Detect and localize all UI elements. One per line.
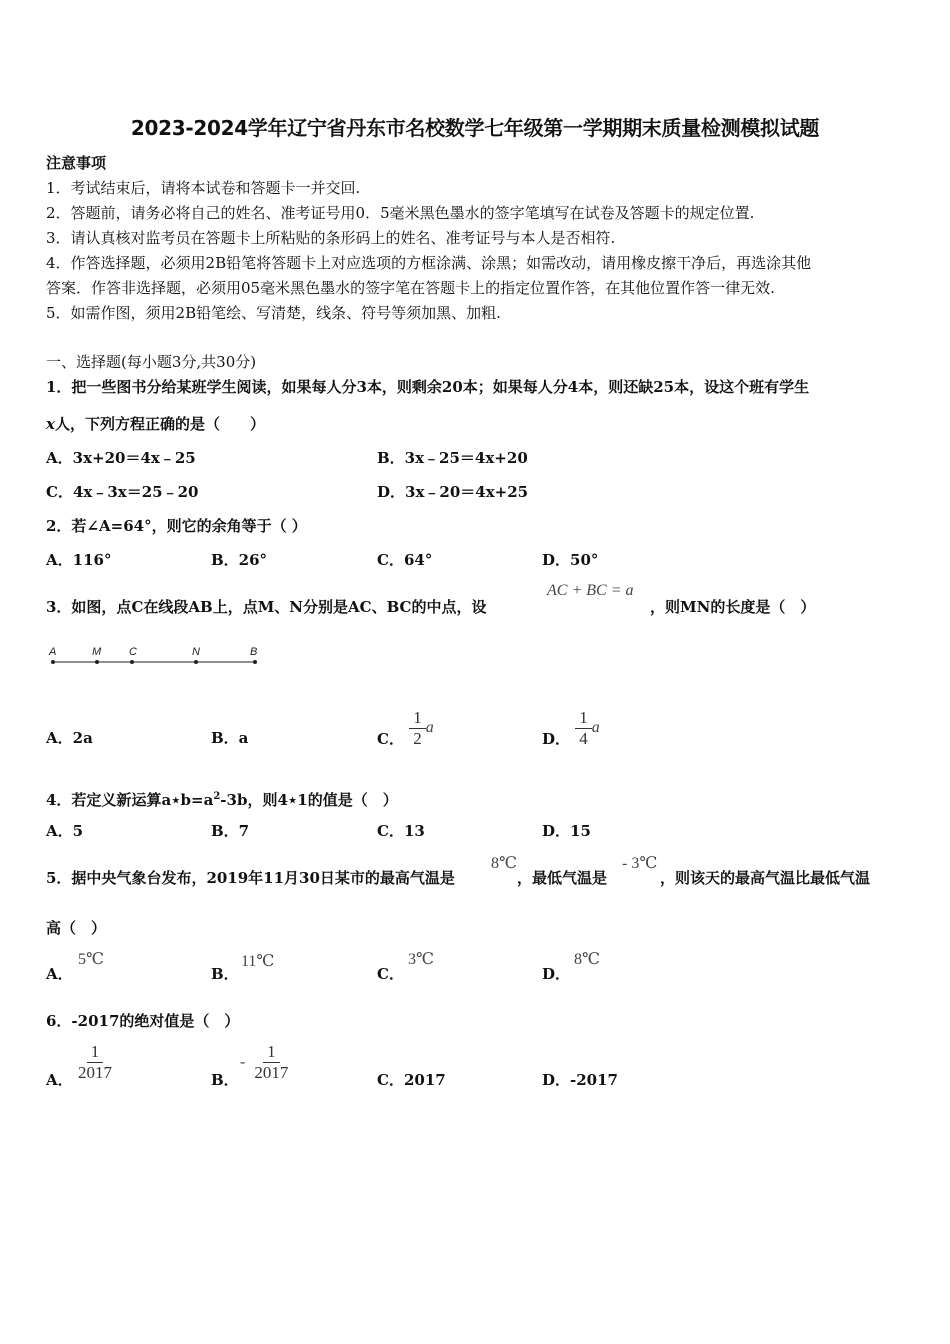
q5-stem-line2: 高（ ） [46,919,107,937]
notice-item: 答案．作答非选择题，必须用05毫米黑色墨水的签字笔在答题卡上的指定位置作答，在其他位置作答一律无效. [46,279,775,297]
notice-item: 3．请认真核对监考员在答题卡上所粘贴的条形码上的姓名、准考证号与本人是否相符. [46,229,616,247]
q2-option-d[interactable]: D．50° [542,551,599,569]
q4-option-c[interactable]: C．13 [377,822,425,840]
q4-option-d[interactable]: D．15 [542,822,591,840]
q3-option-d-label: D． [542,730,571,748]
q3-segment-figure [44,644,266,672]
q5-option-d[interactable] [542,964,570,984]
q5-low-temp: - 3℃ [622,855,658,872]
label-b: B [250,646,258,658]
q6-option-a[interactable] [74,1042,116,1083]
frac-num: 1 [409,708,426,729]
q5-stem-a: 5．据中央气象台发布，2019年11月30日某市的最高气温是 [46,869,455,887]
label-n: N [192,646,200,658]
page-title: 2023-2024学年辽宁省丹东市名校数学七年级第一学期期末质量检测模拟试题 [130,116,820,140]
q5-option-a[interactable] [46,964,73,984]
label-a: A [49,646,57,658]
label-m: M [92,646,102,658]
q4-option-a[interactable]: A．5 [46,822,84,840]
frac-var: a [591,719,600,736]
point-b [253,660,257,664]
frac-den: 2017 [78,1063,112,1082]
label-c: C [129,646,137,658]
q5-option-b[interactable] [211,964,239,984]
q6-frac-b [250,1042,292,1083]
notice-heading: 注意事项 [46,154,107,172]
q6-option-d[interactable]: D．-2017 [542,1071,618,1089]
q3-option-c[interactable] [377,707,434,749]
q3-option-d[interactable] [542,707,600,749]
q5-option-c[interactable] [377,964,404,984]
q5-option-d-value: 8℃ [574,951,600,968]
q1-stem-line2 [46,414,265,434]
q3-option-b[interactable]: B．a [211,729,249,747]
q5-stem-c: ，则该天的最高气温比最低气温 [660,869,871,887]
q2-option-b[interactable]: B．26° [211,551,268,569]
q4-stem-a: 4．若定义新运算a⋆b=a [46,791,214,809]
point-c [130,660,134,664]
option-label: A． [46,965,73,983]
q5-option-a-value: 5℃ [78,951,104,968]
q3-option-c-label: C． [377,730,404,748]
frac-num: 1 [575,708,592,729]
q6-option-b-label: B． [211,1071,239,1089]
q3-frac-half [409,708,426,749]
q5-high-temp: 8℃ [491,855,517,872]
q2-option-a[interactable]: A．116° [46,551,112,569]
option-label: C． [377,965,404,983]
point-a [51,660,55,664]
notice-item: 4．作答选择题，必须用2B铅笔将答题卡上对应选项的方框涂满、涂黑；如需改动，请用橡皮擦干净后，再选涂其他 [46,254,812,272]
q6-option-b[interactable] [240,1042,292,1083]
q1-stem-line1: 1．把一些图书分给某班学生阅读，如果每人分3本，则剩余20本；如果每人分4本，则还缺25本，设这个班有学生 [46,378,810,396]
q4-sup: 2 [213,791,221,802]
q1-var: x [46,415,55,433]
q3-stem-a: 3．如图，点C在线段AB上，点M、N分别是AC、BC的中点，设 [46,598,487,616]
q5-option-b-value: 11℃ [241,953,275,970]
q4-stem [46,787,398,810]
q1-stem-text: 人，下列方程正确的是（ ） [54,415,265,433]
q2-option-c[interactable]: C．64° [377,551,433,569]
option-label: B． [211,965,239,983]
q1-option-b[interactable]: B．3x﹣25＝4x+20 [377,449,528,467]
q5-stem-b: ，最低气温是 [517,869,608,887]
point-m [95,660,99,664]
point-n [194,660,198,664]
q1-option-c[interactable]: C．4x﹣3x＝25﹣20 [46,483,199,501]
frac-num: 1 [263,1042,280,1063]
frac-den: 4 [579,728,588,748]
notice-item: 5．如需作图，须用2B铅笔绘、写清楚，线条、符号等须加黑、加粗. [46,304,501,322]
section-heading: 一、选择题(每小题3分,共30分) [46,353,257,371]
q4-option-b[interactable]: B．7 [211,822,250,840]
q6-frac-a [74,1042,116,1083]
q3-option-a[interactable]: A．2a [46,729,93,747]
q3-frac-quarter [575,708,592,749]
option-label: D． [542,965,571,983]
q6-option-c[interactable]: C．2017 [377,1071,446,1089]
q2-stem: 2．若∠A=64°，则它的余角等于（ ） [46,517,307,535]
frac-den: 2 [413,728,422,748]
q5-option-c-value: 3℃ [408,951,434,968]
minus-sign: - [240,1053,246,1071]
notice-item: 2．答题前，请务必将自己的姓名、准考证号用0．5毫米黑色墨水的签字笔填写在试卷及答题卡的规定位置. [46,204,755,222]
q1-option-a[interactable]: A．3x+20＝4x﹣25 [46,449,196,467]
q6-stem: 6．-2017的绝对值是（ ） [46,1012,240,1030]
q1-option-d[interactable]: D．3x﹣20＝4x+25 [377,483,529,501]
frac-var: a [425,719,434,736]
frac-num: 1 [87,1042,104,1063]
q4-stem-b: -3b，则4⋆1的值是（ ） [220,791,398,809]
frac-den: 2017 [254,1063,289,1082]
q6-option-a-label: A． [46,1071,73,1089]
q3-stem-b: ，则MN的长度是（ ） [650,598,816,616]
notice-item: 1．考试结束后，请将本试卷和答题卡一并交回. [46,179,361,197]
q3-formula: AC + BC = a [547,582,634,599]
